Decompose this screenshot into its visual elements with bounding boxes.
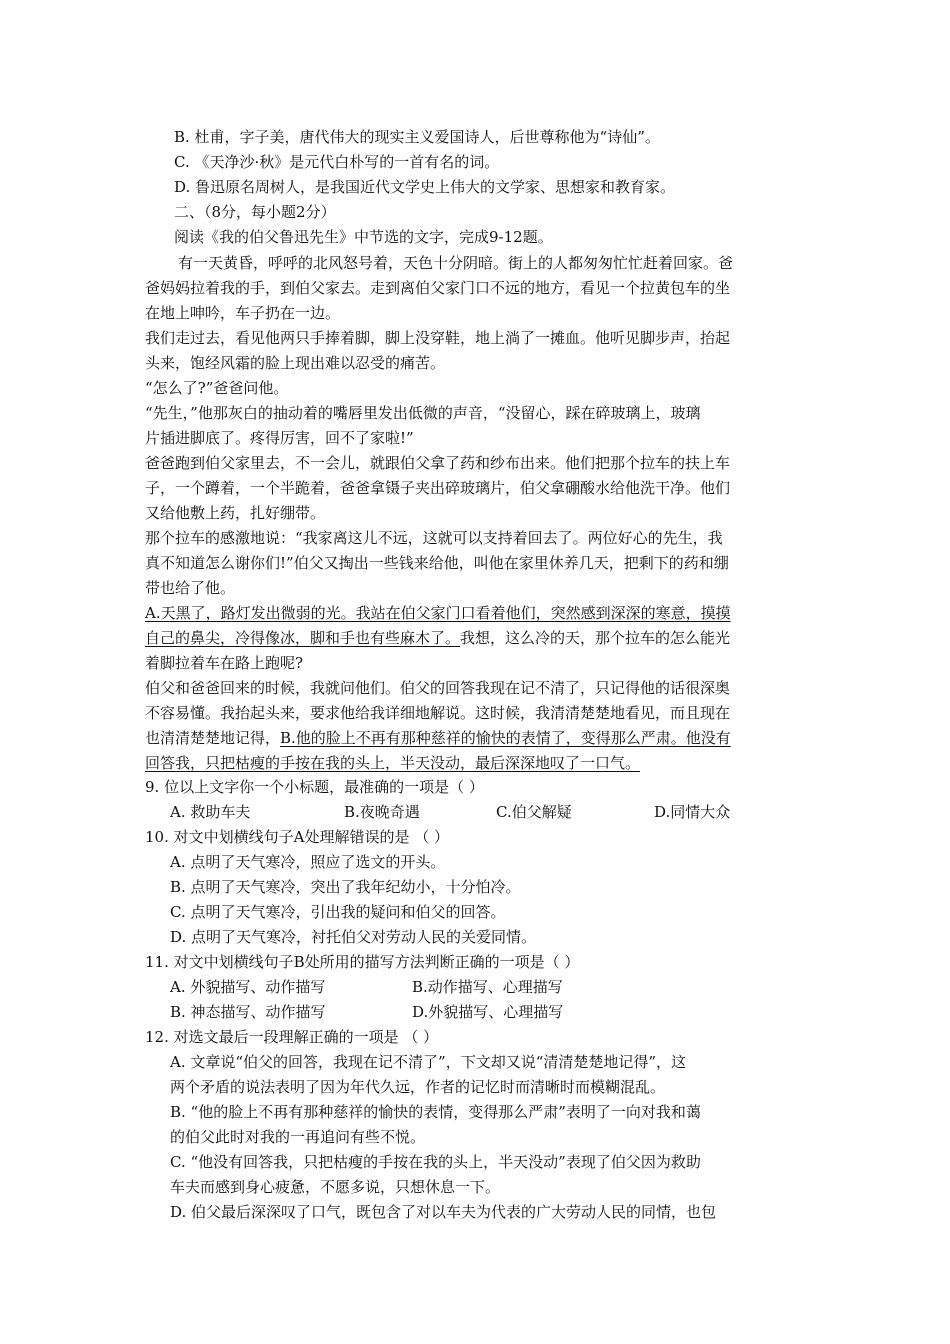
passage-line: 着脚拉着车在路上跑呢? <box>145 654 304 672</box>
option-c: C. 点明了天气寒冷，引出我的疑问和伯父的回答。 <box>170 903 506 921</box>
underlined-sentence-a-end: 自己的鼻尖，冷得像冰，脚和手也有些麻木了。 <box>145 629 461 647</box>
question-11-stem: 11. 对文中划横线句子B处所用的描写方法判断正确的一项是（ ） <box>145 953 580 971</box>
passage-line <box>145 726 810 751</box>
passage-line: 又给他敷上药，扎好绷带。 <box>145 504 326 522</box>
option-a: A. 救助车夫 <box>170 803 251 821</box>
passage-line: 子，一个蹲着，一个半跪着，爸爸拿镊子夹出碎玻璃片，伯父拿硼酸水给他洗干净。他们 <box>145 479 731 497</box>
option-d-line: D. 鲁迅原名周树人，是我国近代文学史上伟大的文学家、思想家和教育家。 <box>174 178 676 196</box>
option-a: A. 点明了天气寒冷，照应了选文的开头。 <box>170 853 446 871</box>
option-b-line: B. 杜甫，字子美，唐代伟大的现实主义爱国诗人，后世尊称他为“诗仙”。 <box>174 128 660 146</box>
option-a-continued: 两个矛盾的说法表明了因为年代久远，作者的记忆时而清晰时而模糊混乱。 <box>170 1078 666 1096</box>
option-d: D.同情大众 <box>654 803 731 821</box>
question-12-stem: 12. 对选文最后一段理解正确的一项是 （ ） <box>145 1028 439 1046</box>
section-heading: 二、（8分，每小题2分） <box>174 203 336 221</box>
question-11-options-row2 <box>170 1000 810 1025</box>
passage-line: “先生，”他那灰白的抽动着的嘴唇里发出低微的声音，“没留心，踩在碎玻璃上，玻璃 <box>145 404 701 422</box>
underlined-sentence-b: B.他的脸上不再有那种慈祥的愉快的表情了，变得那么严肃。他没有 <box>280 729 731 747</box>
option-d: D. 伯父最后深深叹了口气，既包含了对以车夫为代表的广大劳动人民的同情，也包 <box>170 1203 717 1221</box>
passage-line: 片插进脚底了。疼得厉害，回不了家啦!” <box>145 429 414 447</box>
option-c-line: C. 《天净沙·秋》是元代白朴写的一首有名的词。 <box>174 153 500 171</box>
passage-line: 那个拉车的感激地说：“我家离这儿不远，这就可以支持着回去了。两位好心的先生，我 <box>145 529 723 547</box>
section-intro: 阅读《我的伯父鲁迅先生》中节选的文字，完成9-12题。 <box>174 228 553 246</box>
passage-line: 带也给了他。 <box>145 579 236 597</box>
question-9-options <box>170 800 810 825</box>
question-11-options-row1 <box>170 975 810 1000</box>
passage-line: 不容易懂。我抬起头来，要求他给我详细地解说。这时候，我清清楚楚地看见，而且现在 <box>145 704 731 722</box>
underlined-sentence-a: A.天黑了，路灯发出微弱的光。我站在伯父家门口看着他们，突然感到深深的寒意，摸摸 <box>145 604 731 622</box>
passage-text: 我想，这么冷的天，那个拉车的怎么能光 <box>460 629 731 647</box>
option-c: B. 神态描写、动作描写 <box>170 1003 326 1021</box>
option-b-continued: 的伯父此时对我的一再追问有些不悦。 <box>170 1128 426 1146</box>
question-9-stem: 9. 位以上文字你一个小标题，最准确的一项是（ ） <box>145 778 484 796</box>
question-10-stem: 10. 对文中划横线句子A处理解错误的是 （ ） <box>145 828 449 846</box>
passage-line: 头来，饱经风霜的脸上现出难以忍受的痛苦。 <box>145 354 446 372</box>
option-b: B. 点明了天气寒冷，突出了我年纪幼小，十分怕冷。 <box>170 878 521 896</box>
option-b: B. “他的脸上不再有那种慈祥的愉快的表情，变得那么严肃”表明了一向对我和蔼 <box>170 1103 701 1121</box>
option-c: C.伯父解疑 <box>496 803 572 821</box>
passage-line: “怎么了?”爸爸问他。 <box>145 379 289 397</box>
option-b: B.夜晚奇遇 <box>344 803 420 821</box>
option-b: B.动作描写、心理描写 <box>412 978 563 996</box>
passage-text: 也清清楚楚地记得， <box>145 729 281 747</box>
passage-line: 真不知道怎么谢你们!”伯父又掏出一些钱来给他，叫他在家里休养几天，把剩下的药和绷 <box>145 554 729 572</box>
passage-line: 我们走过去，看见他两只手捧着脚，脚上没穿鞋，地上淌了一摊血。他听见脚步声，抬起 <box>145 329 731 347</box>
underlined-sentence-b-end: 回答我，只把枯瘦的手按在我的头上，半天没动，最后深深地叹了一口气。 <box>145 754 641 772</box>
option-a: A. 外貌描写、动作描写 <box>170 978 326 996</box>
option-c: C. “他没有回答我，只把枯瘦的手按在我的头上，半天没动”表现了伯父因为救助 <box>170 1153 701 1171</box>
passage-line: 有一天黄昏，呼呼的北风怒号着，天色十分阴暗。街上的人都匆匆忙忙赶着回家。爸 <box>178 254 734 272</box>
passage-line: 伯父和爸爸回来的时候，我就问他们。伯父的回答我现在记不清了，只记得他的话很深奥 <box>145 679 731 697</box>
passage-line: 爸妈妈拉着我的手，到伯父家去。走到离伯父家门口不远的地方，看见一个拉黄包车的坐 <box>145 279 731 297</box>
option-d: D. 点明了天气寒冷，衬托伯父对劳动人民的关爱同情。 <box>170 928 537 946</box>
passage-line: 爸爸跑到伯父家里去，不一会儿，就跟伯父拿了药和纱布出来。他们把那个拉车的扶上车 <box>145 454 731 472</box>
passage-line <box>145 626 810 651</box>
passage-line: 在地上呻吟，车子扔在一边。 <box>145 304 341 322</box>
option-c-continued: 车夫而感到身心疲惫，不愿多说，只想休息一下。 <box>170 1178 501 1196</box>
option-a: A. 文章说“伯父的回答，我现在记不清了”，下文却又说“清清楚楚地记得”，这 <box>170 1053 687 1071</box>
option-d: D.外貌描写、心理描写 <box>412 1003 564 1021</box>
